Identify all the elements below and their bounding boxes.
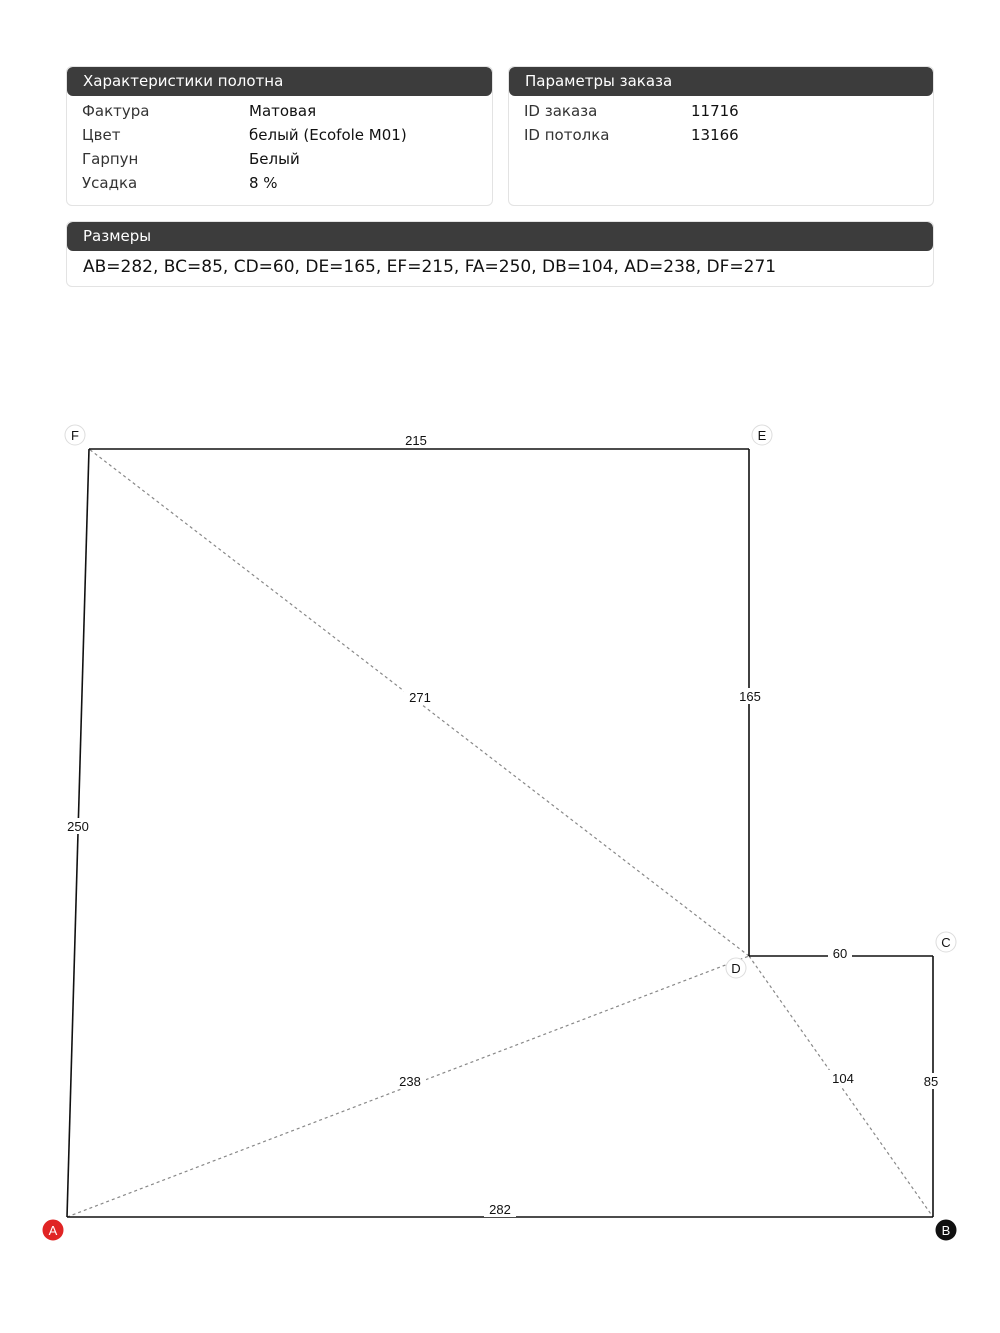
- edges-layer: [67, 449, 933, 1217]
- spec-value: белый (Ecofole M01): [249, 126, 407, 144]
- edge-length-cd: 60: [832, 946, 848, 961]
- vertex-label-b: B: [941, 1223, 951, 1238]
- spec-key: Гарпун: [82, 150, 139, 168]
- edge-length-df: 271: [409, 690, 431, 705]
- dimensions-title: Размеры: [67, 222, 933, 251]
- diagonals-layer: [67, 449, 933, 1217]
- spec-key: Фактура: [82, 102, 150, 120]
- edge-length-ad: 238: [399, 1074, 421, 1089]
- edge-length-bc: 85: [923, 1074, 939, 1089]
- order-value: 13166: [691, 126, 739, 144]
- canvas-specs-title: Характеристики полотна: [67, 67, 492, 96]
- diagonal-db: [749, 956, 933, 1217]
- order-key: ID заказа: [524, 102, 598, 120]
- vertex-label-e: E: [757, 428, 767, 443]
- spec-key: Усадка: [82, 174, 138, 192]
- edge-length-de: 165: [739, 689, 761, 704]
- spec-value: Белый: [249, 150, 300, 168]
- edge-labels-layer: [62, 432, 943, 1217]
- edge-length-ef: 215: [405, 433, 427, 448]
- vertex-label-f: F: [71, 428, 79, 443]
- order-value: 11716: [691, 102, 739, 120]
- spec-key: Цвет: [82, 126, 121, 144]
- spec-value: Матовая: [249, 102, 317, 120]
- edge-length-ab: 282: [489, 1202, 511, 1217]
- edge-length-fa: 250: [67, 819, 89, 834]
- order-params-title: Параметры заказа: [509, 67, 933, 96]
- vertex-label-d: D: [731, 961, 741, 976]
- vertex-label-a: A: [48, 1223, 58, 1238]
- edge-length-db: 104: [832, 1071, 854, 1086]
- vertices-layer: [43, 425, 956, 1240]
- spec-value: 8 %: [249, 174, 278, 192]
- order-key: ID потолка: [524, 126, 610, 144]
- dimensions-text: AB=282, BC=85, CD=60, DE=165, EF=215, FA=250, DB=104, AD=238, DF=271: [83, 257, 777, 277]
- vertex-label-c: C: [941, 935, 951, 950]
